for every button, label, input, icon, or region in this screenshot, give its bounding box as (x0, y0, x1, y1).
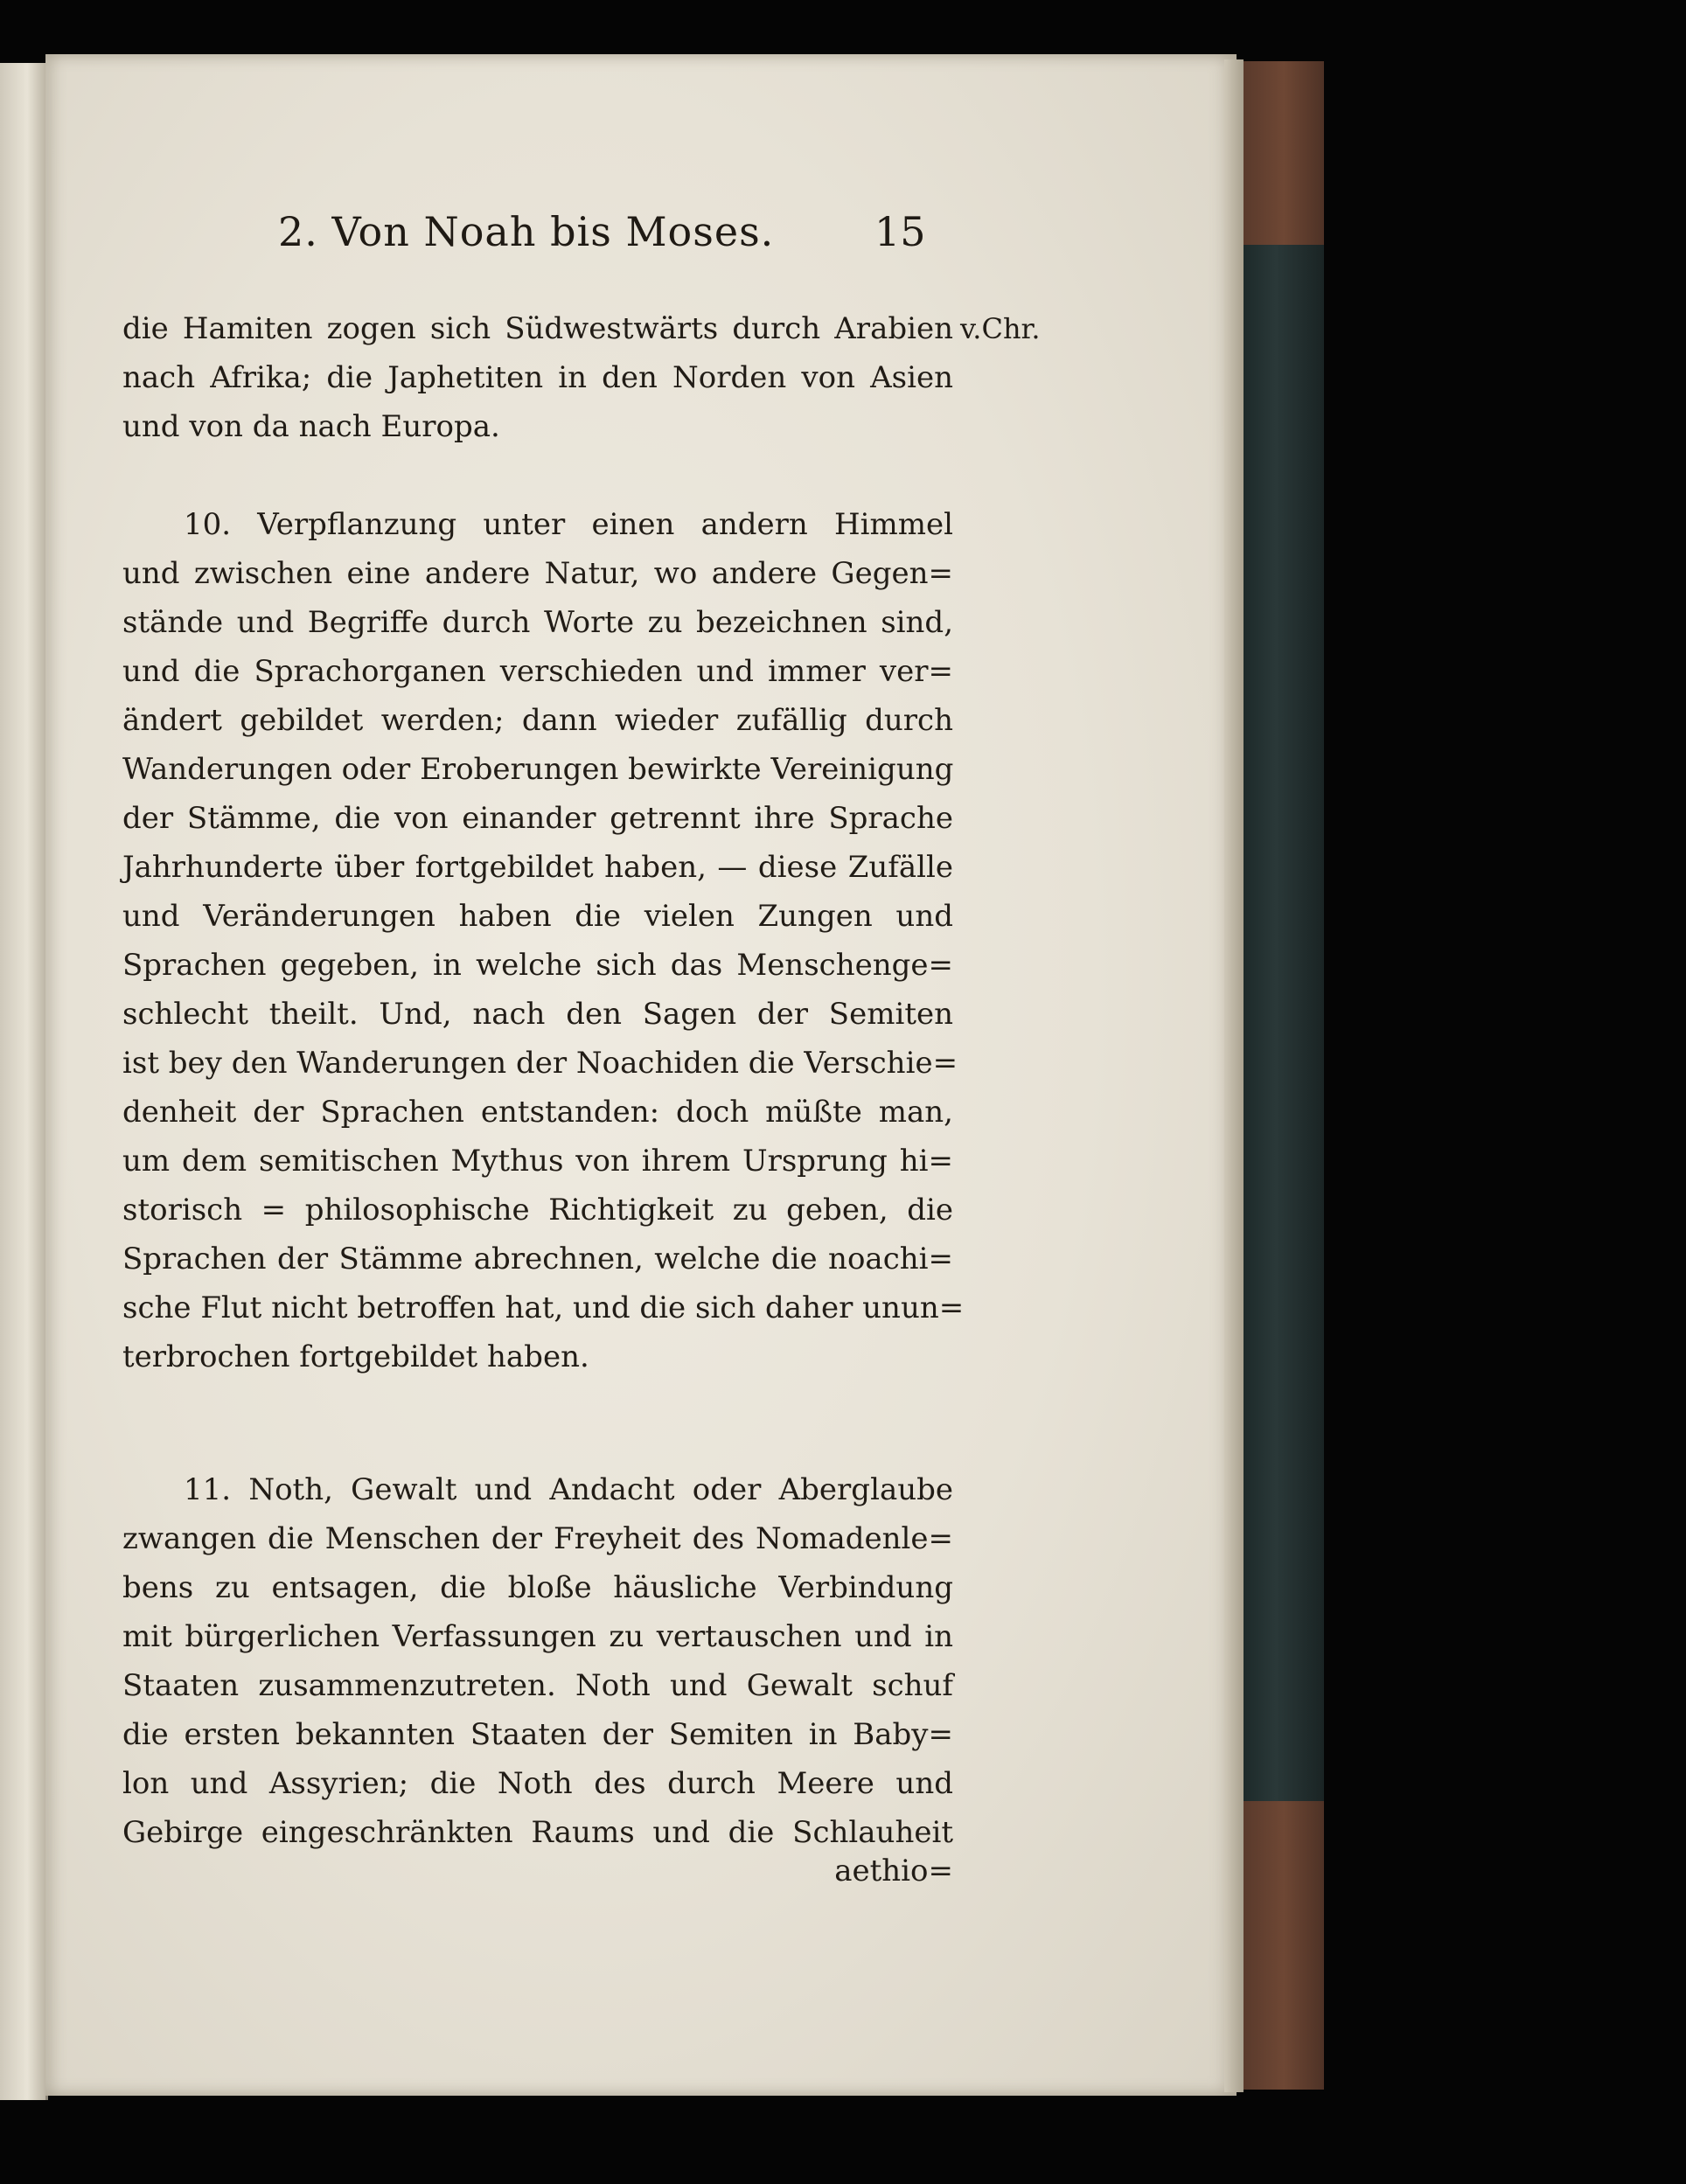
text-line: lon und Assyrien; die Noth des durch Meere und (122, 1766, 953, 1801)
text-line: stände und Begriffe durch Worte zu bezeichnen sind, (122, 605, 953, 640)
text-line: und von da nach Europa. (122, 409, 500, 444)
text-line: die ersten bekannten Staaten der Semiten in Baby= (122, 1717, 953, 1752)
text-line: 10. Verpflanzung unter einen andern Himmel (184, 507, 953, 542)
text-line: Staaten zusammenzutreten. Noth und Gewalt schuf (122, 1668, 953, 1703)
text-line: ändert gebildet werden; dann wieder zufällig durch (122, 703, 953, 738)
text-line: Wanderungen oder Eroberungen bewirkte Vereinigung (122, 752, 954, 787)
text-line: sche Flut nicht betroffen hat, und die sich daher unun= (122, 1290, 965, 1325)
leather-corner-bottom (1244, 1801, 1324, 2090)
text-line: die Hamiten zogen sich Südwestwärts durch Arabien (122, 311, 953, 346)
text-line: ist bey den Wanderungen der Noachiden die Verschie= (122, 1046, 958, 1081)
text-line: storisch = philosophische Richtigkeit zu geben, die (122, 1193, 953, 1228)
paragraph-10 (122, 500, 965, 1381)
text-line: bens zu entsagen, die bloße häusliche Verbindung (122, 1570, 953, 1605)
text-line: Sprachen gegeben, in welche sich das Menschenge= (122, 948, 953, 983)
paragraph-1 (122, 304, 953, 451)
paragraph-11 (122, 1465, 953, 1857)
catchword: aethio= (834, 1854, 953, 1888)
text-line: terbrochen fortgebildet haben. (122, 1339, 589, 1374)
text-line: Sprachen der Stämme abrechnen, welche die noachi= (122, 1242, 953, 1276)
margin-note: v.Chr. (960, 312, 1041, 345)
text-line: und die Sprachorganen verschieden und immer ver= (122, 654, 953, 689)
left-page-edge (0, 63, 48, 2100)
page-block-edge (1224, 59, 1244, 2092)
text-line: der Stämme, die von einander getrennt ihre Sprache (122, 801, 953, 836)
page-number: 15 (874, 208, 926, 255)
text-line: mit bürgerlichen Verfassungen zu vertauschen und in (122, 1619, 953, 1654)
text-line: denheit der Sprachen entstanden: doch müßte man, (122, 1095, 953, 1130)
book-cover (1244, 61, 1324, 2090)
running-title: 2. Von Noah bis Moses. (278, 208, 775, 255)
text-line: zwangen die Menschen der Freyheit des Nomadenle= (122, 1521, 953, 1556)
text-line: Jahrhunderte über fortgebildet haben, — diese Zufälle (122, 850, 953, 885)
text-line: um dem semitischen Mythus von ihrem Ursprung hi= (122, 1144, 953, 1179)
text-line: und zwischen eine andere Natur, wo andere Gegen= (122, 556, 953, 591)
text-line: nach Afrika; die Japhetiten in den Norden von Asien (122, 360, 953, 395)
text-line: und Veränderungen haben die vielen Zungen und (122, 899, 953, 934)
text-line: 11. Noth, Gewalt und Andacht oder Aberglaube (184, 1472, 953, 1507)
text-line: Gebirge eingeschränkten Raums und die Schlauheit (122, 1815, 953, 1850)
text-line: schlecht theilt. Und, nach den Sagen der Semiten (122, 997, 953, 1032)
leather-corner-top (1244, 61, 1324, 245)
